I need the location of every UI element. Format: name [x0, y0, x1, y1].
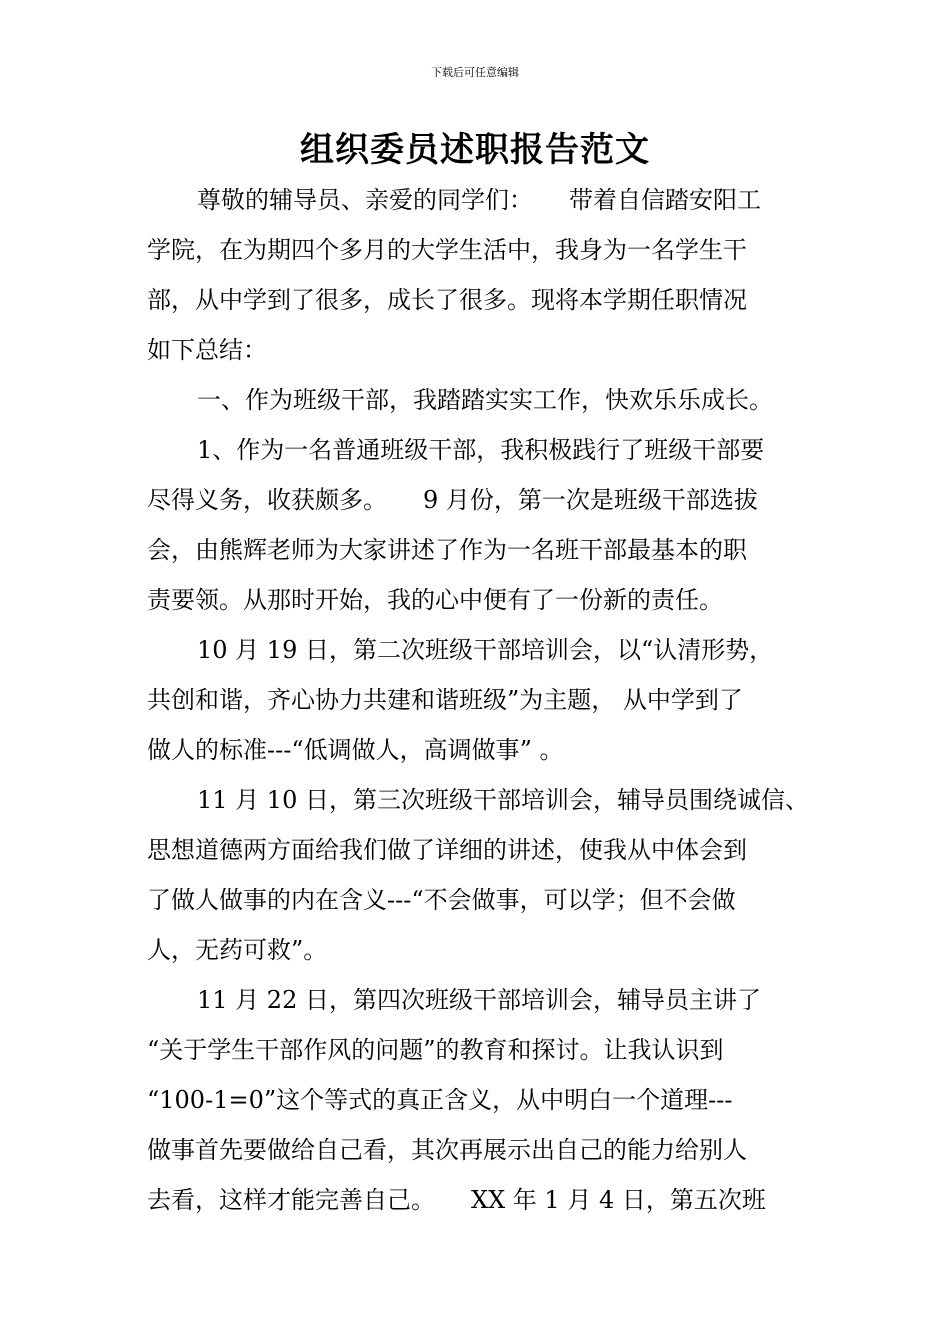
- body-line: 会，由熊辉老师为大家讲述了作为一名班干部最基本的职: [147, 536, 747, 564]
- body-line: 1、作为一名普通班级干部，我积极践行了班级干部要: [197, 436, 765, 464]
- document-title: 组织委员述职报告范文: [300, 130, 650, 170]
- header-note: 下载后可任意编辑: [431, 66, 519, 79]
- body-line: 了做人做事的内在含义---“不会做事，可以学；但不会做: [147, 886, 736, 914]
- body-line: “关于学生干部作风的问题”的教育和探讨。让我认识到: [147, 1036, 724, 1064]
- body-line: 尽得义务，收获颇多。 9 月份，第一次是班级干部选拔: [147, 486, 758, 514]
- body-line: 去看，这样才能完善自己。 XX 年 1 月 4 日，第五次班: [147, 1186, 766, 1214]
- body-line: 学院，在为期四个多月的大学生活中，我身为一名学生干: [147, 236, 747, 264]
- body-line: 如下总结：: [147, 336, 267, 364]
- body-line: 思想道德两方面给我们做了详细的讲述，使我从中体会到: [147, 836, 747, 864]
- body-line: 做事首先要做给自己看，其次再展示出自己的能力给别人: [147, 1136, 747, 1164]
- body-line: 共创和谐，齐心协力共建和谐班级”为主题， 从中学到了: [147, 686, 743, 714]
- body-line: 一、作为班级干部，我踏踏实实工作，快欢乐乐成长。: [197, 386, 773, 414]
- body-line: 部，从中学到了很多，成长了很多。现将本学期任职情况: [147, 286, 747, 314]
- body-line: 人，无药可救”。: [147, 936, 328, 964]
- body-line: 做人的标准---“低调做人，高调做事” 。: [147, 736, 564, 764]
- body-line: “100-1=0”这个等式的真正含义，从中明白一个道理---: [147, 1086, 733, 1114]
- body-line: 10 月 19 日，第二次班级干部培训会，以“认清形势，: [197, 636, 774, 664]
- body-line: 11 月 10 日，第三次班级干部培训会，辅导员围绕诚信、: [197, 786, 809, 814]
- body-line: 责要领。从那时开始，我的心中便有了一份新的责任。: [147, 586, 723, 614]
- body-line: 尊敬的辅导员、亲爱的同学们： 带着自信踏安阳工: [197, 186, 761, 214]
- body-line: 11 月 22 日，第四次班级干部培训会，辅导员主讲了: [197, 986, 761, 1014]
